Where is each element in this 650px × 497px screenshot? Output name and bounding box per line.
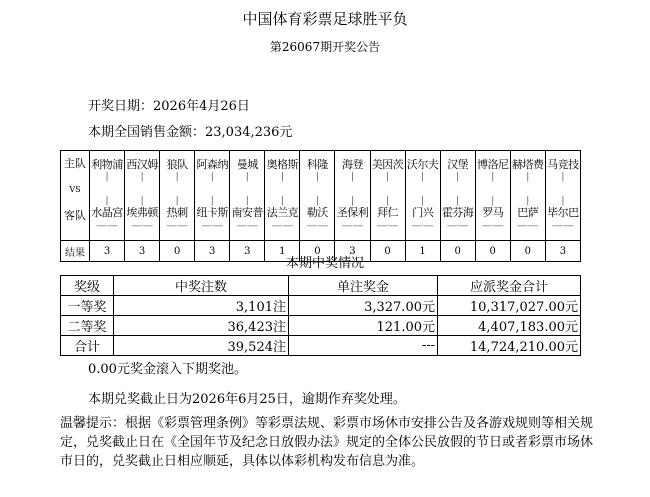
result-label: 结果 (61, 241, 90, 262)
divider: | (491, 172, 495, 182)
divider: —— (131, 219, 154, 232)
away-team: 圣保利 (336, 207, 369, 219)
away-team: 法兰克 (266, 207, 299, 219)
home-team: 汉堡 (447, 159, 469, 171)
prize-level: 二等奖 (61, 316, 114, 336)
divider: | (386, 196, 390, 206)
match-result: 1 (405, 241, 440, 262)
away-team: 霍芬海 (441, 207, 474, 219)
divider: | (245, 172, 249, 182)
divider: | (245, 196, 249, 206)
away-label: 客队 (64, 209, 86, 222)
issue-subtitle: 第26067期开奖公告 (269, 40, 381, 54)
home-team: 马竞技 (547, 159, 579, 171)
away-team: 热刺 (166, 207, 188, 219)
home-team: 科隆 (306, 159, 328, 171)
divider: | (140, 196, 144, 206)
match-cell (300, 151, 335, 241)
header-count: 中奖注数 (114, 276, 289, 296)
divider: —— (376, 219, 399, 232)
match-result: 3 (90, 241, 125, 262)
match-result: 0 (440, 241, 475, 262)
divider: —— (446, 219, 469, 232)
divider: | (210, 196, 214, 206)
divider: | (105, 196, 109, 206)
prize-row (61, 316, 581, 336)
page-title: 中国体育彩票足球胜平负 (242, 10, 408, 28)
draw-date: 开奖日期：2026年4月26日 (88, 99, 250, 114)
divider: —— (551, 219, 574, 232)
match-cell (370, 151, 405, 241)
match-result: 1 (265, 241, 300, 262)
tip-note: 温馨提示：根据《彩票管理条例》等彩票法规、彩票市场休市安排公告及各游戏规则等相关规定，兑奖截止日在《全国年节及纪念日放假办法》规定的全体公民放假的节日或者彩票市场休市日的，兑奖截止日相应顺延，具体以体彩机构发布信息为准。 (60, 416, 594, 469)
match-result: 0 (160, 241, 195, 262)
match-result: 0 (510, 241, 545, 262)
away-team: 巴萨 (517, 207, 539, 219)
deadline-note: 本期兑奖截止日为2026年6月25日，逾期作弃奖处理。 (88, 392, 406, 407)
home-team: 赫塔费 (512, 159, 544, 171)
divider: | (526, 196, 530, 206)
match-cell (510, 151, 545, 241)
away-team: 水晶宫 (91, 207, 123, 219)
divider: | (491, 196, 495, 206)
match-cell (475, 151, 510, 241)
match-result: 3 (335, 241, 370, 262)
prize-section-title: 本期中奖情况 (285, 256, 364, 271)
divider: | (421, 172, 425, 182)
away-team: 南安普 (231, 207, 264, 219)
prize-total: 10,317,027.00元 (438, 296, 581, 316)
match-result: 0 (475, 241, 510, 262)
away-team: 毕尔巴 (547, 207, 579, 219)
match-table (60, 150, 581, 262)
header-total: 应派奖金合计 (438, 276, 581, 296)
match-cell (405, 151, 440, 241)
header-level: 奖级 (61, 276, 114, 296)
vs-label: VS (69, 185, 81, 194)
divider: | (561, 196, 565, 206)
home-team: 博洛尼 (476, 159, 509, 171)
divider: —— (516, 219, 539, 232)
divider: | (315, 196, 319, 206)
away-team: 勒沃 (306, 207, 328, 219)
away-team: 埃弗顿 (126, 207, 158, 219)
prize-count: 3,101注 (114, 296, 289, 316)
divider: | (456, 172, 460, 182)
match-result: 3 (195, 241, 230, 262)
divider: | (105, 172, 109, 182)
home-team: 西汉姆 (126, 159, 158, 171)
prize-single: --- (289, 336, 438, 356)
prize-total: 4,407,183.00元 (438, 316, 581, 336)
prize-count: 39,524注 (114, 336, 289, 356)
home-team: 美因茨 (371, 159, 404, 171)
divider: | (140, 172, 144, 182)
divider: —— (306, 219, 329, 232)
match-result: 3 (125, 241, 160, 262)
divider: | (561, 172, 565, 182)
divider: | (175, 172, 179, 182)
divider: | (421, 196, 425, 206)
home-team: 奥格斯 (266, 159, 299, 171)
divider: —— (341, 219, 364, 232)
divider: —— (96, 219, 119, 232)
away-team: 罗马 (482, 207, 504, 219)
match-row (61, 151, 581, 241)
match-cell (160, 151, 195, 241)
match-cell (265, 151, 300, 241)
divider: | (280, 172, 284, 182)
home-team: 曼城 (236, 159, 258, 171)
divider: | (350, 172, 354, 182)
prize-level: 合计 (61, 336, 114, 356)
match-result: 3 (230, 241, 265, 262)
divider: | (175, 196, 179, 206)
match-result: 3 (545, 241, 580, 262)
divider: —— (411, 219, 434, 232)
sales-amount: 本期全国销售金额：23,034,236元 (88, 125, 293, 140)
header-single: 单注奖金 (289, 276, 438, 296)
divider: | (315, 172, 319, 182)
divider: | (280, 196, 284, 206)
divider: —— (201, 219, 224, 232)
divider: | (350, 196, 354, 206)
rollover-note: 0.00元奖金滚入下期奖池。 (88, 362, 247, 377)
divider: | (210, 172, 214, 182)
home-team: 利物浦 (91, 159, 123, 171)
prize-header-row (61, 276, 581, 296)
match-result: 0 (370, 241, 405, 262)
divider: | (386, 172, 390, 182)
match-cell (125, 151, 160, 241)
divider: —— (271, 219, 294, 232)
prize-single: 121.00元 (289, 316, 438, 336)
away-team: 纽卡斯 (196, 207, 228, 219)
away-team: 拜仁 (377, 207, 399, 219)
divider: | (526, 172, 530, 182)
divider: —— (481, 219, 504, 232)
match-cell (90, 151, 125, 241)
match-cell (440, 151, 475, 241)
team-header-cell (61, 151, 90, 241)
home-team: 狼队 (166, 159, 188, 171)
home-team: 阿森纳 (196, 159, 228, 171)
prize-row (61, 296, 581, 316)
divider: —— (166, 219, 189, 232)
prize-level: 一等奖 (61, 296, 114, 316)
divider: | (456, 196, 460, 206)
prize-total: 14,724,210.00元 (438, 336, 581, 356)
away-team: 门兴 (412, 207, 434, 219)
prize-row (61, 336, 581, 356)
match-cell (230, 151, 265, 241)
match-cell (545, 151, 580, 241)
prize-single: 3,327.00元 (289, 296, 438, 316)
home-label: 主队 (64, 157, 86, 170)
match-cell (195, 151, 230, 241)
prize-table (60, 275, 581, 356)
prize-count: 36,423注 (114, 316, 289, 336)
match-cell (335, 151, 370, 241)
match-result: 0 (300, 241, 335, 262)
home-team: 沃尔夫 (406, 159, 439, 171)
home-team: 海登 (341, 159, 363, 171)
divider: —— (236, 219, 259, 232)
